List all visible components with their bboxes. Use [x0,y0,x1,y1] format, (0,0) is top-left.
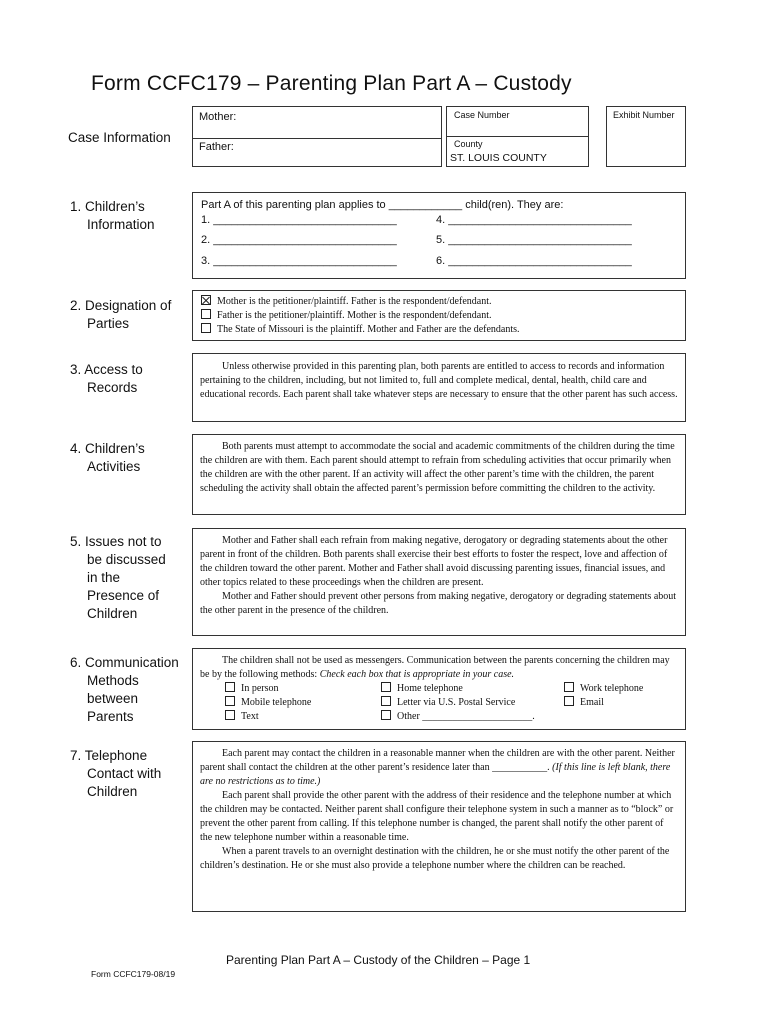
party-option-1[interactable] [201,295,491,309]
child-line-3: 3. ______________________________ [201,255,397,267]
method-label: Home telephone [397,683,463,694]
party-option-text: Father is the petitioner/plaintiff. Mother is the respondent/defendant. [217,310,492,321]
exhibit-number-box [606,106,686,167]
section-label-line: be discussed [87,552,166,567]
method-label: Text [241,711,259,722]
child-line-6: 6. ______________________________ [436,255,632,267]
child-line-5: 5. ______________________________ [436,234,632,246]
county-value: ST. LOUIS COUNTY [450,152,547,164]
method-label: Other ______________________. [397,711,535,722]
child-line-4: 4. ______________________________ [436,214,632,226]
section-label-line: Activities [87,459,141,474]
case-number-county-box [446,106,589,167]
checkbox-icon[interactable] [564,682,574,692]
paragraph: Mother and Father should prevent other persons from making negative, derogatory or degrading statements about the other parent in the presence of the children. [200,591,677,616]
mother-label: Mother: [199,111,237,123]
time-restriction-note: (If this line is left blank, there are no restrictions as to time.) [200,762,671,787]
section-5-label [70,533,166,623]
method-label: Letter via U.S. Postal Service [397,697,516,708]
issues-not-discussed-text [200,534,678,618]
method-other[interactable] [381,710,535,724]
method-label: In person [241,683,279,694]
section-6-label [70,654,179,726]
section-label-line: Information [87,217,155,232]
section-label-line: Contact with [87,766,162,781]
method-mobile-telephone[interactable] [225,696,311,710]
designation-of-parties-box [192,290,686,341]
access-to-records-box [192,353,686,422]
section-label-line: Presence of [87,588,160,603]
paragraph: Unless otherwise provided in this parenting plan, both parents are entitled to access to records and information pertaining to the children, including, but not limited to, full and complete medical, dental, health, child care and educational records. Each parent shall take whatever steps are necessary to ensure that the other parent has such access. [200,361,678,400]
checkbox-checked-icon[interactable] [201,295,211,305]
method-home-telephone[interactable] [381,682,463,696]
children-intro: Part A of this parenting plan applies to ____________ child(ren). They are: [201,199,564,211]
section-label-line: Records [87,380,138,395]
access-to-records-text [200,360,678,402]
section-label-line: 4. Children’s [70,441,145,456]
telephone-contact-text [200,747,678,873]
checkbox-icon[interactable] [201,309,211,319]
section-label-line: 3. Access to [70,362,143,377]
section-label-line: 5. Issues not to [70,534,162,549]
section-label-line: 1. Children’s [70,199,145,214]
party-option-text: Mother is the petitioner/plaintiff. Father is the respondent/defendant. [217,296,492,307]
method-label: Mobile telephone [241,697,312,708]
party-option-2[interactable] [201,309,491,323]
paragraph: Each parent shall provide the other parent with the address of their residence and the telephone number at which the children may be contacted. Neither parent shall configure their telephone system in such a manner as to “block” or prevent the other parent from calling. If this telephone number is changed, the parent shall notify the other parent of the new telephone number within a reasonable time. [200,790,674,843]
footer-page-title: Parenting Plan Part A – Custody of the Children – Page 1 [226,953,531,967]
section-3-label [70,361,143,397]
section-7-label [70,747,161,801]
section-label-line: Children [87,606,138,621]
checkbox-icon[interactable] [381,710,391,720]
method-label: Work telephone [580,683,644,694]
method-email[interactable] [564,696,604,710]
section-label-line: in the [87,570,121,585]
child-line-2: 2. ______________________________ [201,234,397,246]
section-4-label [70,440,145,476]
section-label-line: Parties [87,316,130,331]
childrens-information-box [192,192,686,279]
section-label-line: Parents [87,709,134,724]
paragraph: Each parent may contact the children in a reasonable manner when the children are with the other parent. Neither parent shall contact the children at the other parent’s residence later than ___________. [200,748,675,773]
county-label: County [454,139,483,149]
communication-intro-text: The children shall not be used as messengers. Communication between the parents concerning the children may be by the following methods: [200,655,670,680]
paragraph: Both parents must attempt to accommodate the social and academic commitments of the children during the time the children are with them. Each parent should attempt to refrain from scheduling activities that occur primarily when the children are with the other parent. If an activity will affect the other parent’s time with the children, the parent scheduling the activity shall obtain the affected parent’s permission before committing the children to the activity. [200,441,675,494]
communication-methods-box [192,648,686,730]
method-label: Email [580,697,604,708]
checkbox-icon[interactable] [225,682,235,692]
section-label-line: 6. Communication [70,655,179,670]
checkbox-icon[interactable] [225,696,235,706]
issues-not-discussed-box [192,528,686,636]
checkbox-icon[interactable] [201,323,211,333]
divider [447,136,588,137]
section-label-line: between [87,691,139,706]
method-text[interactable] [225,710,259,724]
checkbox-icon[interactable] [225,710,235,720]
page-title: Form CCFC179 – Parenting Plan Part A – Custody [91,72,572,95]
paragraph: Mother and Father shall each refrain from making negative, derogatory or degrading statements about the other parent in front of the children. Both parents shall exercise their best efforts to foster the respect, love and affection of the children toward the other parent. Mother and Father shall avoid discussing parenting issues, financial issues, and other topics related to these proceedings when the children are present. [200,535,668,588]
party-option-3[interactable] [201,323,520,337]
party-option-text: The State of Missouri is the plaintiff. Mother and Father are the defendants. [217,324,520,335]
telephone-contact-box [192,741,686,912]
section-1-label [70,198,155,234]
father-label: Father: [199,141,234,153]
method-in-person[interactable] [225,682,279,696]
childrens-activities-box [192,434,686,515]
checkbox-icon[interactable] [381,696,391,706]
communication-intro [200,654,678,682]
checkbox-icon[interactable] [381,682,391,692]
section-2-label [70,297,171,333]
footer-form-id: Form CCFC179-08/19 [91,969,176,979]
paragraph: When a parent travels to an overnight destination with the children, he or she must notify the other parent of the children’s destination. He or she must also provide a telephone number where the children can be reached. [200,846,670,871]
section-label-line: Methods [87,673,139,688]
childrens-activities-text [200,440,678,496]
section-label-line: 2. Designation of [70,298,172,313]
case-information-label: Case Information [68,130,171,145]
section-label-line: 7. Telephone [70,748,148,763]
section-label-line: Children [87,784,138,799]
communication-instruction: Check each box that is appropriate in your case. [319,669,515,680]
method-work-telephone[interactable] [564,682,643,696]
parent-names-box [192,106,442,167]
child-line-1: 1. ______________________________ [201,214,397,226]
divider [193,138,441,139]
case-number-label: Case Number [454,110,510,120]
checkbox-icon[interactable] [564,696,574,706]
exhibit-number-label: Exhibit Number [613,110,675,120]
method-letter-usps[interactable] [381,696,515,710]
